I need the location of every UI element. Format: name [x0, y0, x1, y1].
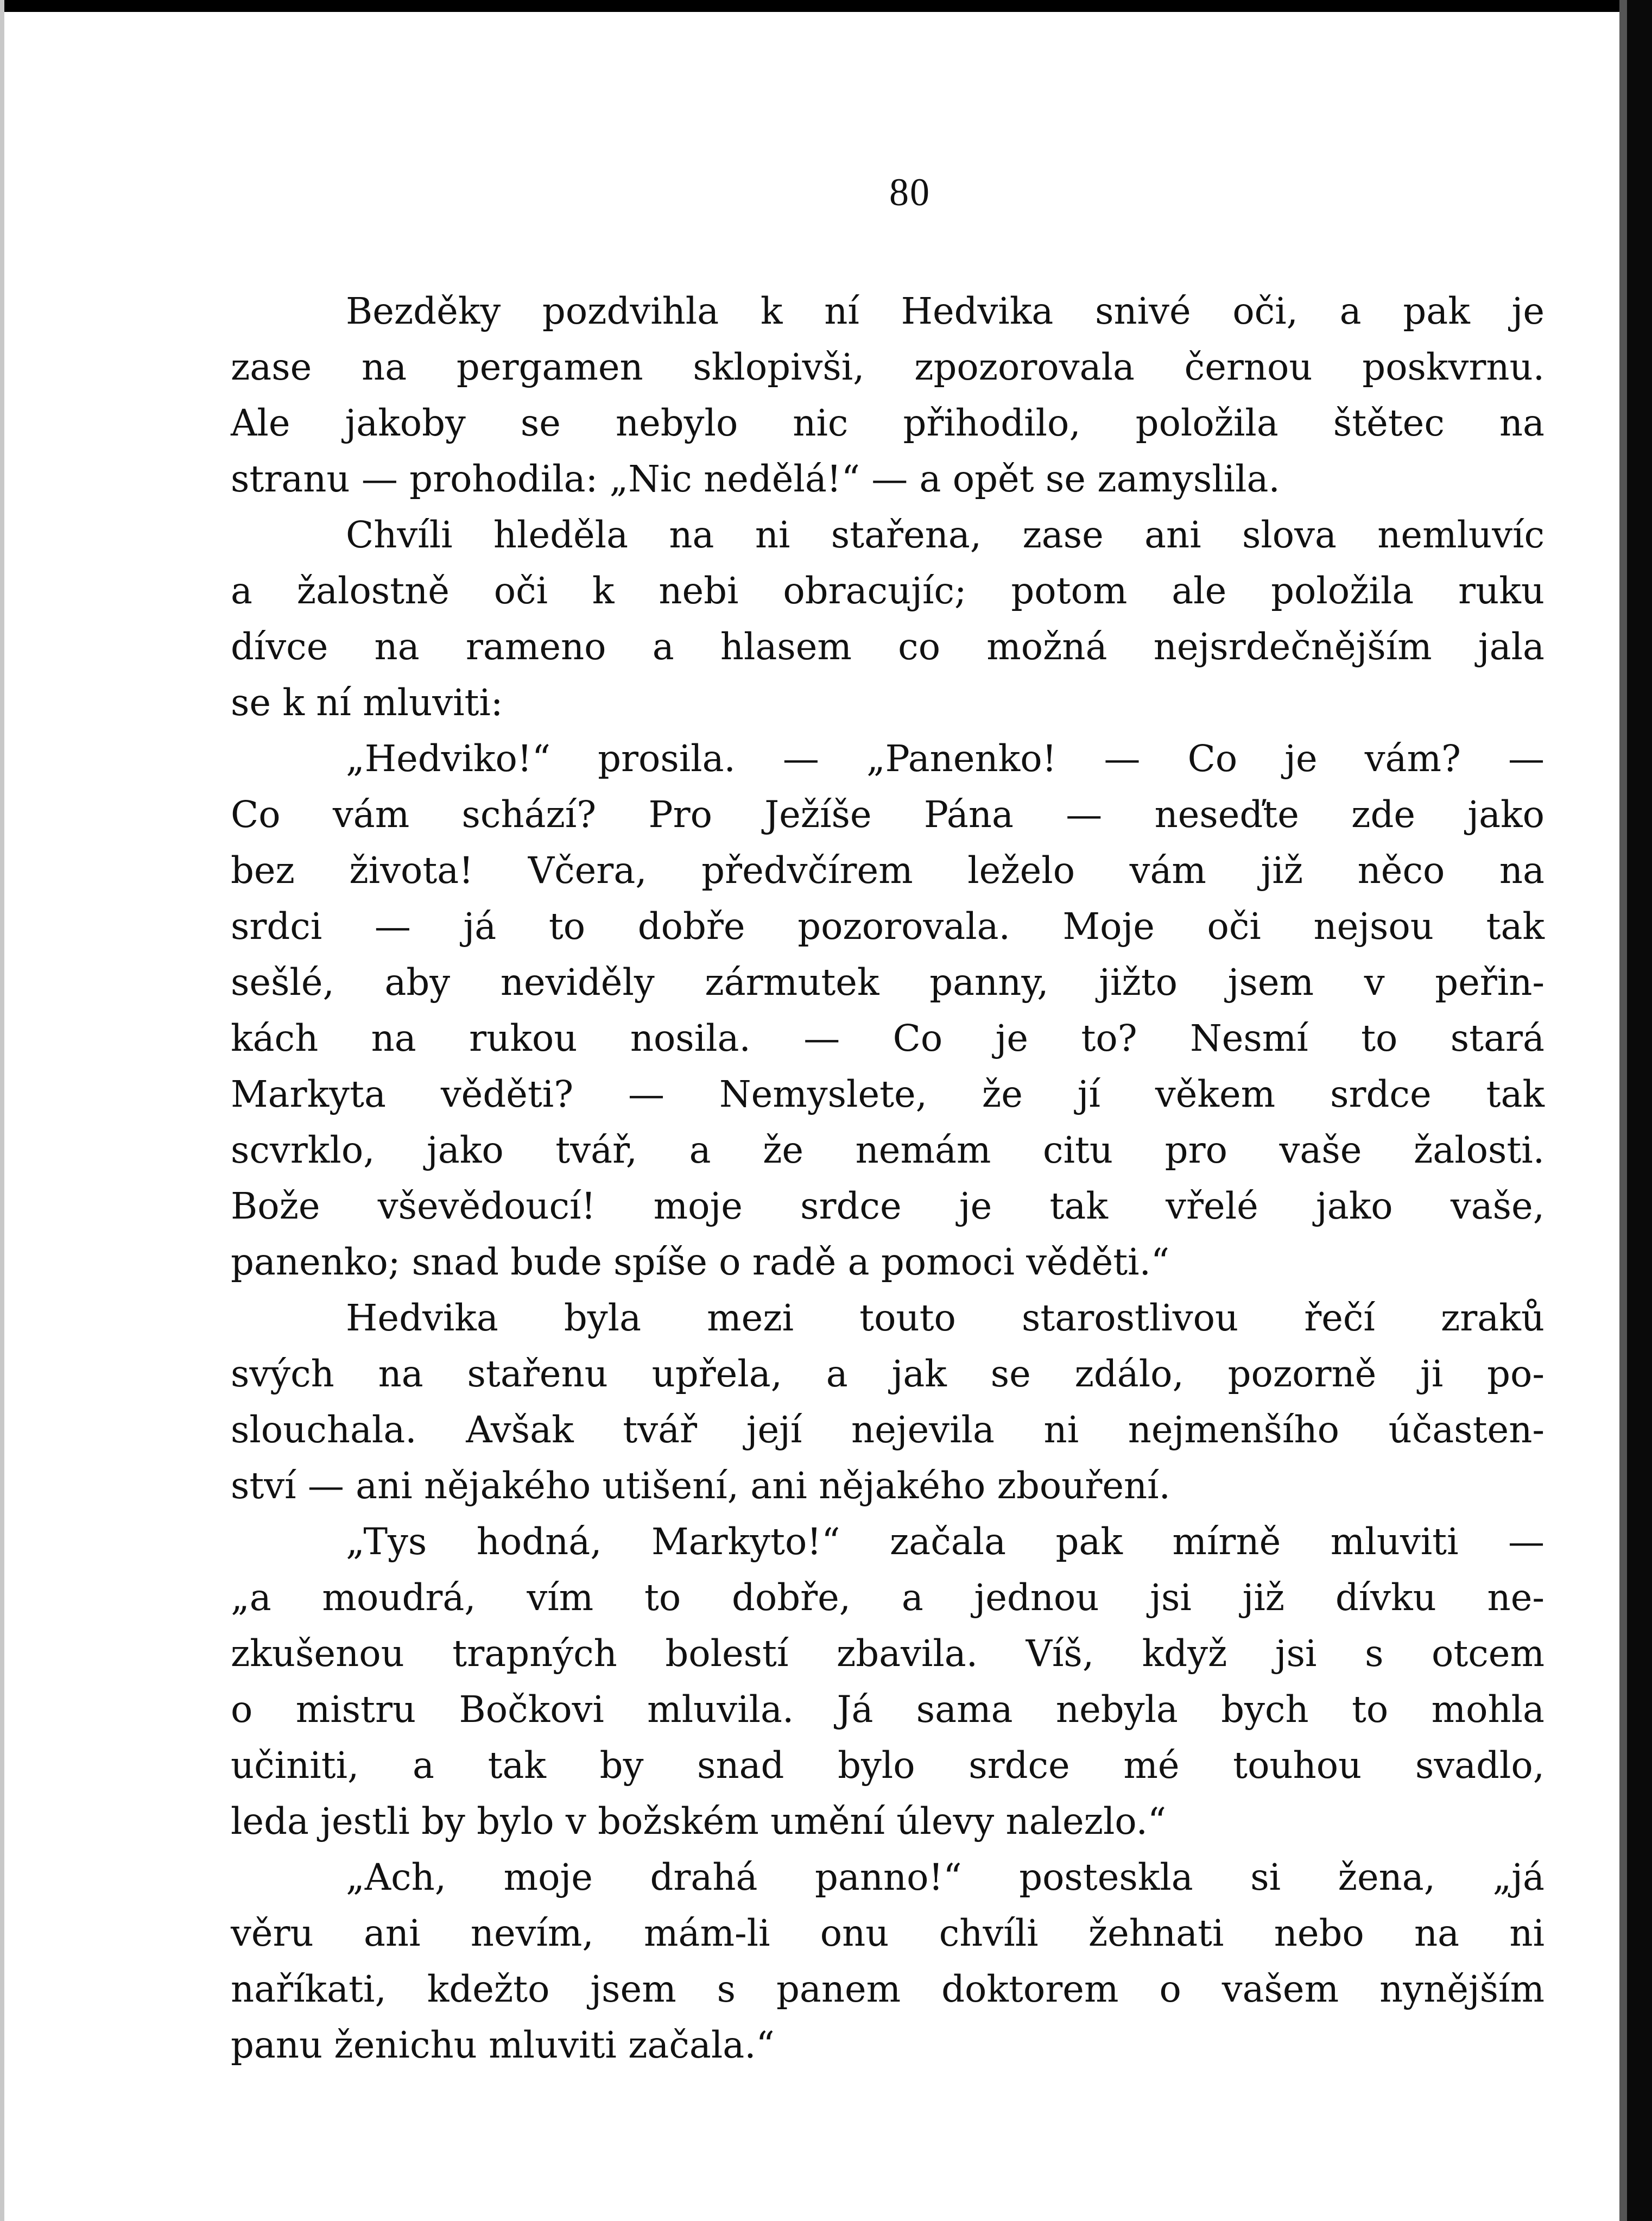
text-line: „a moudrá, vím to dobře, a jednou jsi již dívku ne-: [231, 1576, 1545, 1619]
text-line: Markyta věděti? — Nemyslete, že jí věkem srdce tak: [231, 1073, 1545, 1115]
text-line: panenko; snad bude spíše o radě a pomoci věděti.“: [231, 1241, 1170, 1283]
text-line: o mistru Bočkovi mluvila. Já sama nebyla bych to mohla: [231, 1688, 1545, 1731]
text-line: Chvíli hleděla na ni stařena, zase ani slova nemluvíc: [346, 514, 1545, 556]
scan-border-left: [0, 0, 4, 2221]
text-line: srdci — já to dobře pozorovala. Moje oči nejsou tak: [231, 905, 1545, 948]
text-line: scvrklo, jako tvář, a že nemám citu pro vaše žalosti.: [231, 1129, 1545, 1171]
text-line: se k ní mluviti:: [231, 682, 503, 724]
text-line: panu ženichu mluviti začala.“: [231, 2024, 775, 2066]
text-line: svých na stařenu upřela, a jak se zdálo, pozorně ji po-: [231, 1353, 1545, 1395]
text-line: „Ach, moje drahá panno!“ posteskla si žena, „já: [346, 1856, 1545, 1898]
text-line: zase na pergamen sklopivši, zpozorovala černou poskvrnu.: [231, 346, 1545, 388]
text-line: zkušenou trapných bolestí zbavila. Víš, když jsi s otcem: [231, 1632, 1545, 1675]
text-line: „Hedviko!“ prosila. — „Panenko! — Co je vám? —: [346, 737, 1545, 780]
text-line: a žalostně oči k nebi obracujíc; potom ale položila ruku: [231, 570, 1545, 612]
text-line: naříkati, kdežto jsem s panem doktorem o vašem nynějším: [231, 1968, 1545, 2010]
text-line: bez života! Včera, předvčírem leželo vám již něco na: [231, 849, 1545, 892]
text-line: Co vám schází? Pro Ježíše Pána — neseďte zde jako: [231, 793, 1545, 836]
text-line: slouchala. Avšak tvář její nejevila ni nejmenšího účasten-: [231, 1409, 1545, 1451]
text-line: ství — ani nějakého utišení, ani nějakého zbouření.: [231, 1465, 1170, 1507]
text-line: kách na rukou nosila. — Co je to? Nesmí to stará: [231, 1017, 1545, 1059]
text-line: Bože vševědoucí! moje srdce je tak vřelé jako vaše,: [231, 1185, 1545, 1227]
text-line: stranu — prohodila: „Nic nedělá!“ — a opět se zamyslila.: [231, 458, 1280, 500]
text-line: leda jestli by bylo v božském umění úlevy nalezlo.“: [231, 1800, 1167, 1843]
scan-border-right: [1627, 0, 1652, 2221]
text-line: Hedvika byla mezi touto starostlivou řečí zraků: [346, 1297, 1545, 1339]
text-line: věru ani nevím, mám-li onu chvíli žehnati nebo na ni: [231, 1912, 1545, 1954]
text-line: „Tys hodná, Markyto!“ začala pak mírně mluviti —: [346, 1520, 1545, 1563]
text-line: učiniti, a tak by snad bylo srdce mé touhou svadlo,: [231, 1744, 1545, 1787]
text-line: dívce na rameno a hlasem co možná nejsrdečnějším jala: [231, 626, 1545, 668]
scan-border-right-shadow: [1619, 0, 1627, 2221]
page-number: 80: [889, 171, 931, 214]
scan-border-top: [0, 0, 1652, 12]
text-line: sešlé, aby neviděly zármutek panny, jižto jsem v peřin-: [231, 961, 1545, 1004]
body-text: [231, 283, 1545, 2073]
text-line: Ale jakoby se nebylo nic přihodilo, položila štětec na: [231, 402, 1545, 444]
text-line: Bezděky pozdvihla k ní Hedvika snivé oči, a pak je: [346, 290, 1545, 332]
